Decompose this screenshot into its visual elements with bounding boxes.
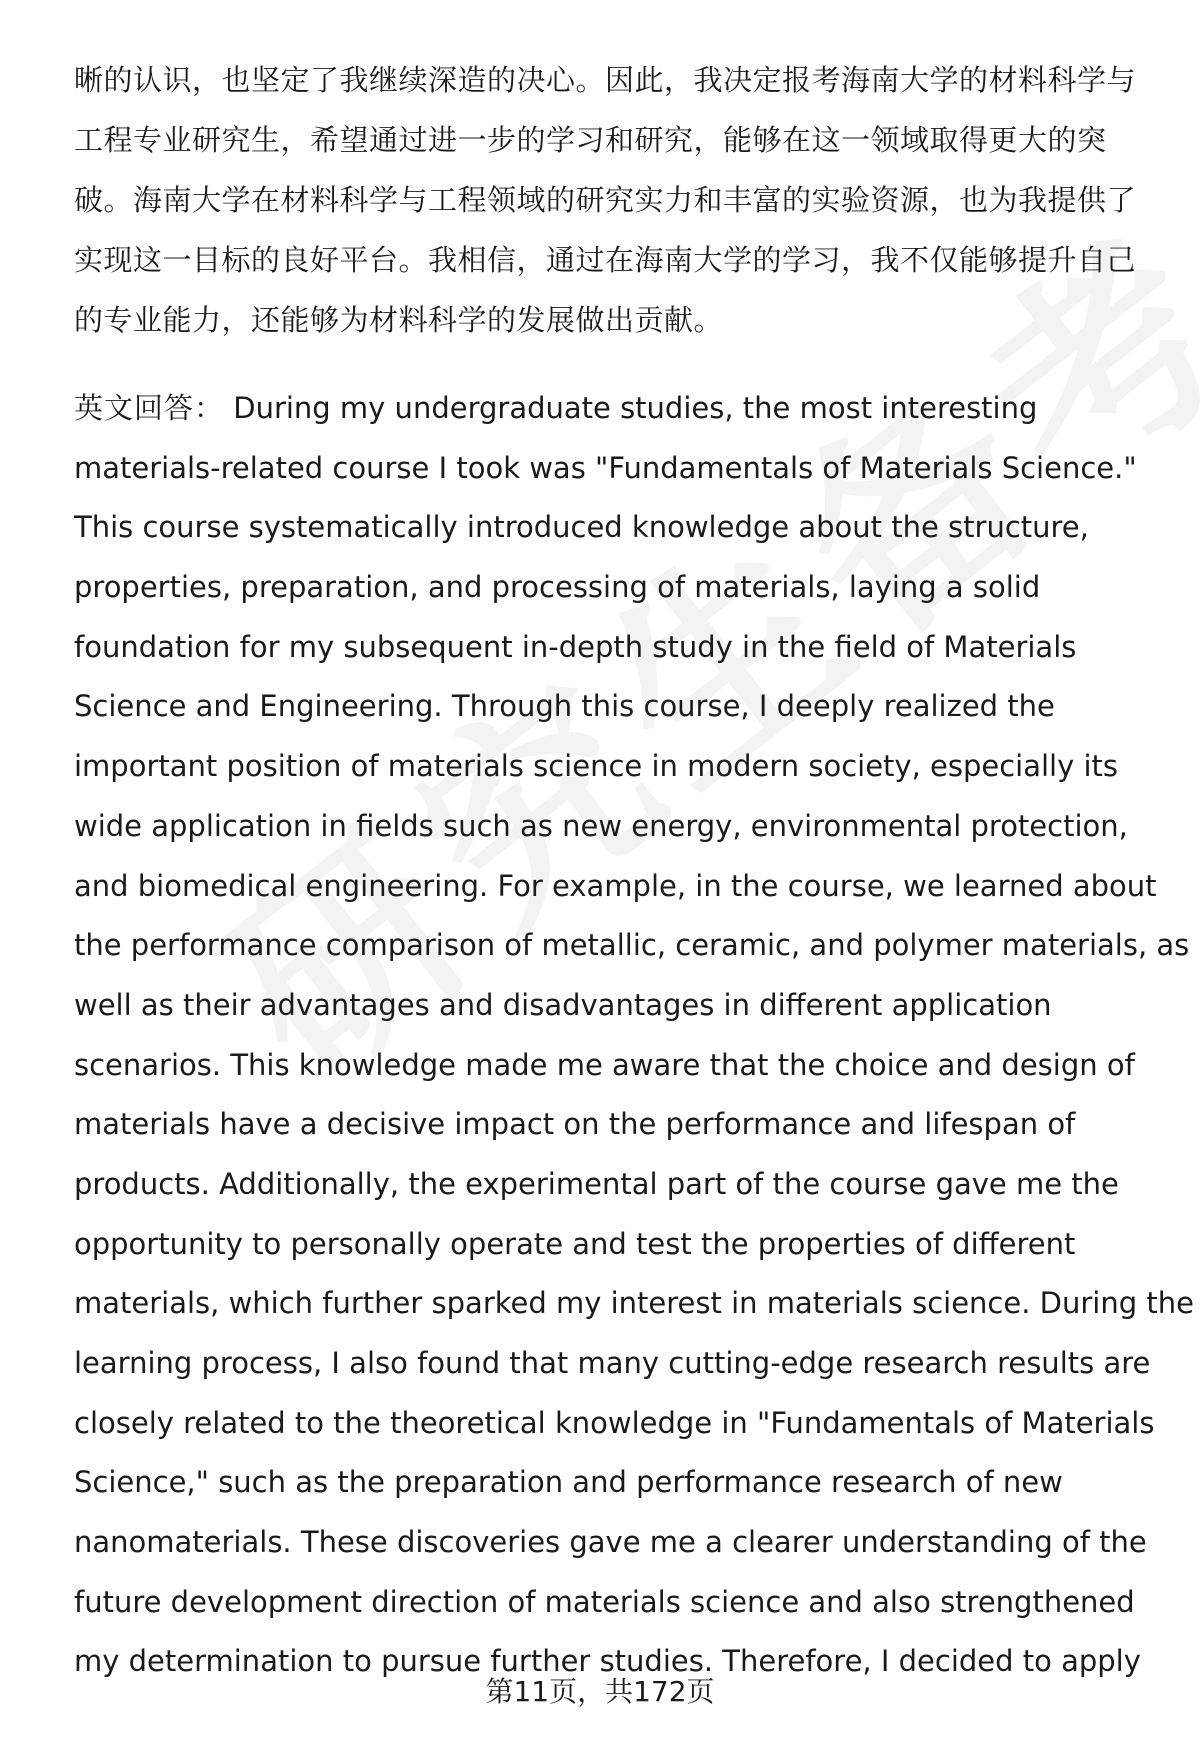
text-line: products. Additionally, the experimental part of the course gave me the bbox=[74, 1166, 1119, 1201]
text-line: This course systematically introduced knowledge about the structure, bbox=[74, 510, 1089, 545]
text-line: opportunity to personally operate and test the properties of different bbox=[74, 1226, 1076, 1261]
text-line: 的专业能力，还能够为材料科学的发展做出贡献。 bbox=[74, 303, 724, 337]
answer-first-line: During my undergraduate studies, the most interesting bbox=[233, 391, 1038, 425]
text-line bbox=[74, 379, 1154, 439]
text-line: the performance comparison of metallic, ceramic, and polymer materials, as bbox=[74, 928, 1190, 963]
english-answer-paragraph bbox=[74, 379, 1194, 1692]
text-line: future development direction of materials science and also strengthened bbox=[74, 1584, 1135, 1619]
text-line: Science and Engineering. Through this course, I deeply realized the bbox=[74, 689, 1055, 724]
text-line: 破。海南大学在材料科学与工程领域的研究实力和丰富的实验资源，也为我提供了 bbox=[74, 183, 1137, 217]
text-line: Science," such as the preparation and performance research of new bbox=[74, 1465, 1063, 1500]
chinese-paragraph bbox=[74, 50, 1154, 350]
text-line: scenarios. This knowledge made me aware that the choice and design of bbox=[74, 1047, 1135, 1082]
text-line: materials have a decisive impact on the performance and lifespan of bbox=[74, 1107, 1076, 1142]
page-number-footer: 第11页，共172页 bbox=[485, 1675, 715, 1708]
text-line: 晰的认识，也坚定了我继续深造的决心。因此，我决定报考海南大学的材料科学与 bbox=[74, 63, 1137, 97]
text-line: and biomedical engineering. For example, in the course, we learned about bbox=[74, 868, 1157, 903]
text-line: my determination to pursue further studies. Therefore, I decided to apply bbox=[74, 1644, 1141, 1679]
text-line: materials, which further sparked my interest in materials science. During the bbox=[74, 1286, 1194, 1321]
text-line: foundation for my subsequent in-depth study in the field of Materials bbox=[74, 629, 1077, 664]
text-line: 实现这一目标的良好平台。我相信，通过在海南大学的学习，我不仅能够提升自己 bbox=[74, 243, 1137, 277]
text-line: 工程专业研究生，希望通过进一步的学习和研究，能够在这一领域取得更大的突 bbox=[74, 123, 1107, 157]
answer-label: 英文回答： bbox=[74, 391, 225, 425]
text-line: well as their advantages and disadvantages in different application bbox=[74, 987, 1052, 1022]
text-line: closely related to the theoretical knowledge in "Fundamentals of Materials bbox=[74, 1405, 1155, 1440]
text-line: learning process, I also found that many cutting-edge research results are bbox=[74, 1346, 1151, 1380]
text-line: materials-related course I took was "Fundamentals of Materials Science." bbox=[74, 450, 1137, 485]
text-line: properties, preparation, and processing of materials, laying a solid bbox=[74, 570, 1041, 605]
text-line: wide application in fields such as new energy, environmental protection, bbox=[74, 808, 1128, 843]
text-line: important position of materials science in modern society, especially its bbox=[74, 749, 1119, 784]
text-line: nanomaterials. These discoveries gave me a clearer understanding of the bbox=[74, 1525, 1147, 1560]
